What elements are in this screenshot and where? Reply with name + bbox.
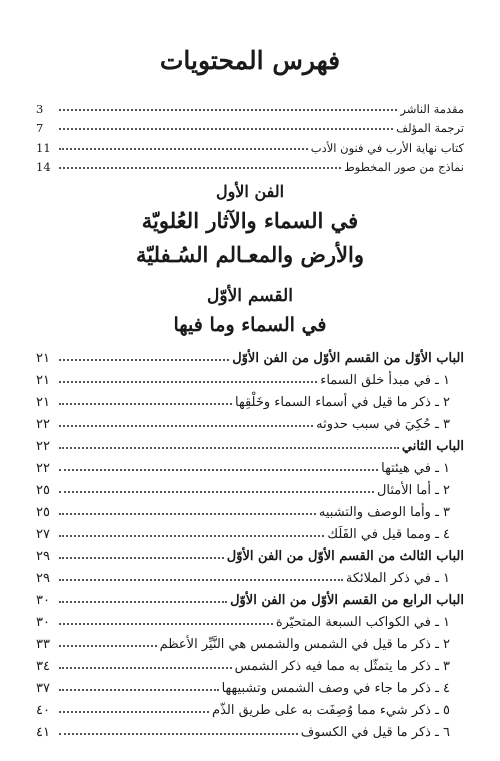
entry-label: مقدمة الناشر <box>400 102 464 117</box>
toc-entry <box>36 718 464 740</box>
part-heading-line1: الفن الأول <box>215 182 285 201</box>
main-entries <box>36 344 464 740</box>
dot-leader <box>59 447 399 449</box>
dot-leader <box>59 667 232 669</box>
dot-leader <box>59 469 378 471</box>
dot-leader <box>59 623 273 625</box>
entry-label: نماذج من صور المخطوط <box>344 159 464 174</box>
page-title: فهرس المحتويات <box>159 46 341 75</box>
dot-leader <box>59 148 308 150</box>
entry-page: ٣٠ <box>36 593 50 608</box>
entry-label: ترجمة المؤلف <box>396 121 464 136</box>
toc-entry <box>36 520 464 542</box>
entry-label: ١ ـ في الكواكب السبعة المتحيّرة <box>275 615 450 630</box>
entry-label: ١ ـ في هيئتها <box>381 461 450 476</box>
toc-chapter-entry <box>36 586 464 608</box>
dot-leader <box>59 535 324 537</box>
entry-label: الباب الثالث من القسم الأوّل من الفن الأوّل <box>226 549 464 564</box>
toc-entry <box>36 498 464 520</box>
toc-entry <box>36 116 464 135</box>
toc-entry <box>36 155 464 174</box>
entry-page: ٢١ <box>36 395 50 410</box>
entry-label: ٣ ـ وأما الوصف والتشبيه <box>318 505 450 520</box>
toc-chapter-entry <box>36 344 464 366</box>
entry-page: ٢٩ <box>36 571 50 586</box>
entry-page: 11 <box>36 140 51 155</box>
toc-chapter-entry <box>36 432 464 454</box>
entry-label: ٢ ـ ذكر ما قيل في أسماء السماء وخَلْقِها <box>235 395 450 410</box>
entry-label: ٤ ـ ومما قيل في الفَلَك <box>327 527 450 542</box>
entry-label: ٢ ـ أما الأمثال <box>376 483 450 498</box>
entry-label: ٣ ـ ذكر ما يتمثّل به مما فيه ذكر الشمس <box>234 659 450 674</box>
part-heading-line2: في السماء والآثار العُلويّة <box>141 208 359 233</box>
entry-page: 14 <box>36 159 51 174</box>
dot-leader <box>59 491 374 493</box>
entry-label: ٤ ـ ذكر ما جاء في وصف الشمس وتشبيهها <box>221 681 450 696</box>
dot-leader <box>59 733 298 735</box>
entry-page: ٢٢ <box>36 439 50 454</box>
section-heading-line1: القسم الأوّل <box>207 286 293 306</box>
part-heading-line3: والأرض والمعـالم السُـفليّة <box>136 242 364 267</box>
toc-entry <box>36 608 464 630</box>
toc-entry <box>36 630 464 652</box>
dot-leader <box>59 381 317 383</box>
dot-leader <box>59 711 209 713</box>
toc-entry <box>36 476 464 498</box>
entry-label: ٣ ـ حُكِيَ في سبب حدوثه <box>316 417 450 432</box>
entry-page: ٢٩ <box>36 549 50 564</box>
entry-page: 3 <box>36 102 44 117</box>
toc-entry <box>36 674 464 696</box>
section-heading-line2: في السماء وما فيها <box>173 314 327 336</box>
entry-label: الباب الأوّل من القسم الأوّل من الفن الأوّل <box>232 351 464 366</box>
dot-leader <box>59 128 393 130</box>
entry-label: الباب الرابع من القسم الأوّل من الفن الأوّل <box>230 593 464 608</box>
dot-leader <box>59 557 224 559</box>
entry-page: ٣٤ <box>36 659 50 674</box>
entry-page: ٣٠ <box>36 615 50 630</box>
entry-label: ٥ ـ ذكر شيء مما وُصِفَت به على طريق الذّم <box>212 703 450 718</box>
dot-leader <box>59 167 341 169</box>
entry-page: ٢١ <box>36 351 50 366</box>
entry-page: ٤١ <box>36 725 50 740</box>
entry-page: ٢٧ <box>36 527 50 542</box>
toc-entry <box>36 454 464 476</box>
entry-page: ٤٠ <box>36 703 50 718</box>
toc-entry <box>36 652 464 674</box>
dot-leader <box>59 359 229 361</box>
toc-entry <box>36 410 464 432</box>
entry-page: ٣٧ <box>36 681 50 696</box>
entry-label: ٢ ـ ذكر ما قيل في الشمس والشمس هي النَّيِّر الأعظم <box>159 637 450 652</box>
entry-label: ١ ـ في مبدأ خلق السماء <box>320 373 450 388</box>
entry-page: ٢٥ <box>36 483 50 498</box>
entry-label: ١ ـ في ذكر الملائكة <box>345 571 450 586</box>
dot-leader <box>59 601 227 603</box>
entry-label: الباب الثاني <box>401 439 464 454</box>
toc-entry <box>36 564 464 586</box>
dot-leader <box>59 425 313 427</box>
toc-entry <box>36 696 464 718</box>
toc-entry <box>36 135 464 154</box>
dot-leader <box>59 579 343 581</box>
toc-entry <box>36 97 464 116</box>
toc-entry <box>36 388 464 410</box>
dot-leader <box>59 645 157 647</box>
dot-leader <box>59 513 316 515</box>
entry-page: ٢٢ <box>36 417 50 432</box>
entry-label: ٦ ـ ذكر ما قيل في الكسوف <box>300 725 450 740</box>
entry-page: ٢١ <box>36 373 50 388</box>
entry-page: ٢٢ <box>36 461 50 476</box>
intro-entries <box>36 97 464 174</box>
entry-page: 7 <box>36 121 44 136</box>
dot-leader <box>59 689 219 691</box>
entry-page: ٢٥ <box>36 505 50 520</box>
toc-entry <box>36 366 464 388</box>
entry-page: ٣٣ <box>36 637 50 652</box>
entry-label: كتاب نهاية الأرب في فنون الأدب <box>310 140 464 155</box>
dot-leader <box>59 109 397 111</box>
toc-chapter-entry <box>36 542 464 564</box>
dot-leader <box>59 403 232 405</box>
